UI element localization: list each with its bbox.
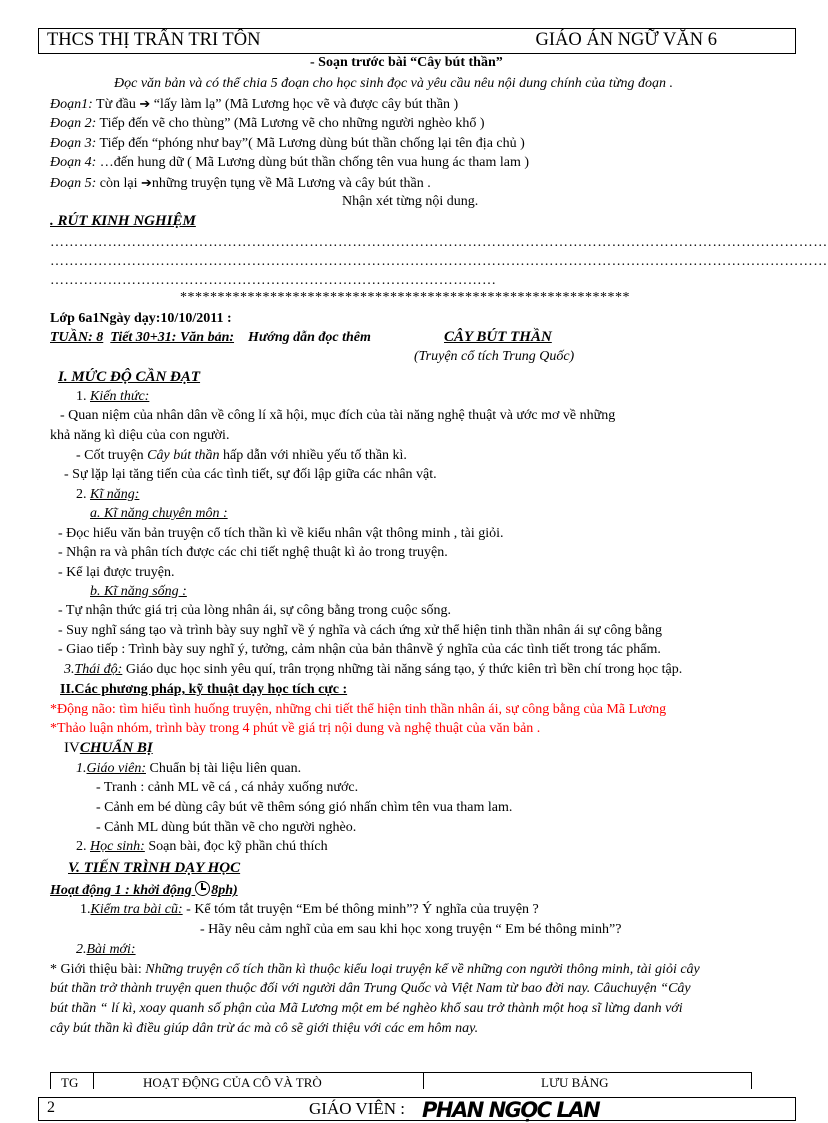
- knowledge-2: - Cốt truyện Cây bút thần hấp dẫn với nhiều yếu tố thần kì.: [76, 448, 407, 463]
- skills-a-1: - Đọc hiểu văn bản truyện cổ tích thần kì về kiểu nhân vật thông minh , tài giỏi.: [58, 526, 504, 541]
- experience-title: . RÚT KINH NGHIỆM: [50, 213, 196, 229]
- skills-b-2: - Suy nghĩ sáng tạo và trình bày suy nghĩ về ý nghĩa và cách ứng xử thể hiện tinh thần nhân ái sự công bằng: [58, 623, 663, 638]
- guide: Hướng dẫn đọc thêm: [248, 330, 371, 345]
- table-divider: [93, 1073, 94, 1089]
- skills-a-2: - Nhận ra và phân tích được các chi tiết nghệ thuật kì ảo trong truyện.: [58, 545, 448, 560]
- old-lesson-check: 1.Kiểm tra bài cũ: - Kể tóm tắt truyện “Em bé thông minh”? Ý nghĩa của truyện ?: [80, 902, 539, 917]
- col-time: TG: [61, 1075, 79, 1090]
- table-divider: [423, 1073, 424, 1089]
- right-arrow-icon: ➔: [139, 96, 151, 111]
- skills-b-3: - Giao tiếp : Trình bày suy nghĩ ý, tưởng, cảm nhận của bản thânvề ý nghĩa của các tình tiết trong tác phẩm.: [58, 642, 661, 657]
- right-arrow-icon: ➔: [141, 175, 152, 190]
- period: Tiết 30+31: Văn bản:: [110, 330, 235, 345]
- intro-line-3: bút thần “ lí kì, xoay quanh số phận của Mã Lương một em bé nghèo khổ sau trở thành một hoạ sĩ lừng danh với: [50, 1001, 683, 1016]
- method-1: *Động não: tìm hiểu tình huống truyện, những chi tiết thể hiện tinh thần nhân ái, sự công bằng của Mã Lương: [50, 702, 667, 717]
- activity-1-heading: Hoạt động 1 : khởi động 8ph): [50, 883, 238, 898]
- lesson-title-line: [50, 330, 371, 346]
- paragraph-5: Đoạn 5: còn lại ➔những truyện tụng về Mã Lương và cây bút thần .: [50, 175, 431, 191]
- teacher-prep: 1.Giáo viên: Chuẩn bị tài liệu liên quan.: [76, 761, 302, 776]
- separator-stars: ************************************************************: [180, 290, 630, 305]
- story-title: CÂY BÚT THẦN: [444, 329, 552, 345]
- page-header: [38, 28, 796, 54]
- experience-line-3: …………………………………………………………………………………: [50, 273, 497, 288]
- paragraph-4: Đoạn 4: …đến hung dữ ( Mã Lương dùng bút thần chống tên vua hung ác tham lam ): [50, 155, 530, 170]
- skills-a-3: - Kể lại được truyện.: [58, 565, 175, 580]
- prep-closing: Nhận xét từng nội dung.: [342, 194, 479, 209]
- prep-title: - Soạn trước bài “Cây bút thần”: [310, 55, 503, 70]
- preparation-heading: IVCHUẨN BỊ: [64, 740, 153, 756]
- knowledge-3: - Sự lặp lại tăng tiến của các tình tiết, sự đối lập giữa các nhân vật.: [64, 467, 437, 482]
- attitude: 3.Thái độ: Giáo dục học sinh yêu quí, trân trọng những tài năng sáng tạo, ý thức kiên trì bền chí trong học tập.: [64, 662, 683, 677]
- experience-line-2: ………………………………………………………………………………………………………………………………………………: [50, 254, 828, 269]
- teacher-prep-3: - Cảnh ML dùng bút thần vẽ cho người nghèo.: [96, 820, 357, 835]
- skills-heading: 2. Kĩ năng:: [76, 487, 140, 502]
- methods-heading: II.Các phương pháp, kỹ thuật dạy học tích cực :: [60, 682, 348, 697]
- class-date: Lớp 6a1Ngày dạy:10/10/2011 :: [50, 311, 232, 326]
- week: TUẦN: 8: [50, 330, 104, 345]
- objectives-heading: I. MỨC ĐỘ CẦN ĐẠT: [58, 369, 201, 385]
- knowledge-heading: 1. Kiến thức:: [76, 389, 150, 404]
- activity-table-header: [50, 1072, 752, 1089]
- teacher-signature: PHAN NGỌC LAN: [422, 1098, 600, 1122]
- process-heading: V. TIẾN TRÌNH DẠY HỌC: [68, 860, 241, 876]
- subject-title: GIÁO ÁN NGỮ VĂN 6: [535, 30, 717, 50]
- paragraph-1: Đoạn1: Từ đầu ➔ “lấy làm lạ” (Mã Lương học vẽ và được cây bút thần ): [50, 96, 459, 112]
- new-lesson-heading: 2.Bài mới:: [76, 942, 136, 957]
- page-footer: [38, 1097, 796, 1121]
- col-board: LƯU BẢNG: [541, 1075, 609, 1090]
- skills-a-heading: a. Kĩ năng chuyên môn :: [90, 506, 228, 521]
- paragraph-2: Đoạn 2: Tiếp đến vẽ cho thùng” (Mã Lương vẽ cho những người nghèo khổ ): [50, 116, 485, 131]
- paragraph-3: Đoạn 3: Tiếp đến “phóng như bay”( Mã Lương dùng bút thần chống lại tên địa chủ ): [50, 136, 525, 151]
- method-2: *Thảo luận nhóm, trình bày trong 4 phút về giá trị nội dung và nghệ thuật của văn bản .: [50, 721, 541, 736]
- story-subtitle: (Truyện cổ tích Trung Quốc): [414, 349, 575, 364]
- intro-line-1: * Giới thiệu bài: Những truyện cổ tích thần kì thuộc kiểu loại truyện kể về những con người thông minh, tài giỏi cây: [50, 962, 700, 977]
- clock-icon: [195, 881, 210, 896]
- school-name: THCS THỊ TRẤN TRI TÔN: [47, 30, 261, 50]
- page-number: 2: [47, 1099, 55, 1116]
- teacher-label: GIÁO VIÊN :: [309, 1099, 406, 1118]
- col-activity: HOẠT ĐỘNG CỦA CÔ VÀ TRÒ: [143, 1075, 322, 1090]
- knowledge-1: - Quan niệm của nhân dân về công lí xã hội, mục đích của tài năng nghệ thuật và ước mơ về những: [60, 408, 616, 423]
- experience-line-1: ………………………………………………………………………………………………………………………………………………: [50, 235, 828, 250]
- old-lesson-question-2: - Hãy nêu cảm nghĩ của em sau khi học xong truyện “ Em bé thông minh”?: [200, 922, 622, 937]
- knowledge-1b: khả năng kì diệu của con người.: [50, 428, 230, 443]
- teacher-prep-2: - Cảnh em bé dùng cây bút vẽ thêm sóng gió nhấn chìm tên vua tham lam.: [96, 800, 513, 815]
- student-prep: 2. Học sinh: Soạn bài, đọc kỹ phần chú thích: [76, 839, 328, 854]
- intro-line-2: bút thần trở thành truyện quen thuộc đối với người dân Trung Quốc và Việt Nam từ bao đời nay. Câuchuyện “Cây: [50, 981, 691, 996]
- skills-b-heading: b. Kĩ năng sống :: [90, 584, 187, 599]
- intro-line-4: cây bút thần kì điều giúp dân trừ ác mà cô sẽ giới thiệu với các em hôm nay.: [50, 1021, 479, 1036]
- skills-b-1: - Tự nhận thức giá trị của lòng nhân ái, sự công bằng trong cuộc sống.: [58, 603, 452, 618]
- prep-instruction: Đọc văn bản và có thể chia 5 đoạn cho học sinh đọc và yêu cầu nêu nội dung chính của từng đoạn .: [114, 76, 673, 91]
- teacher-prep-1: - Tranh : cảnh ML vẽ cá , cá nhảy xuống nước.: [96, 780, 359, 795]
